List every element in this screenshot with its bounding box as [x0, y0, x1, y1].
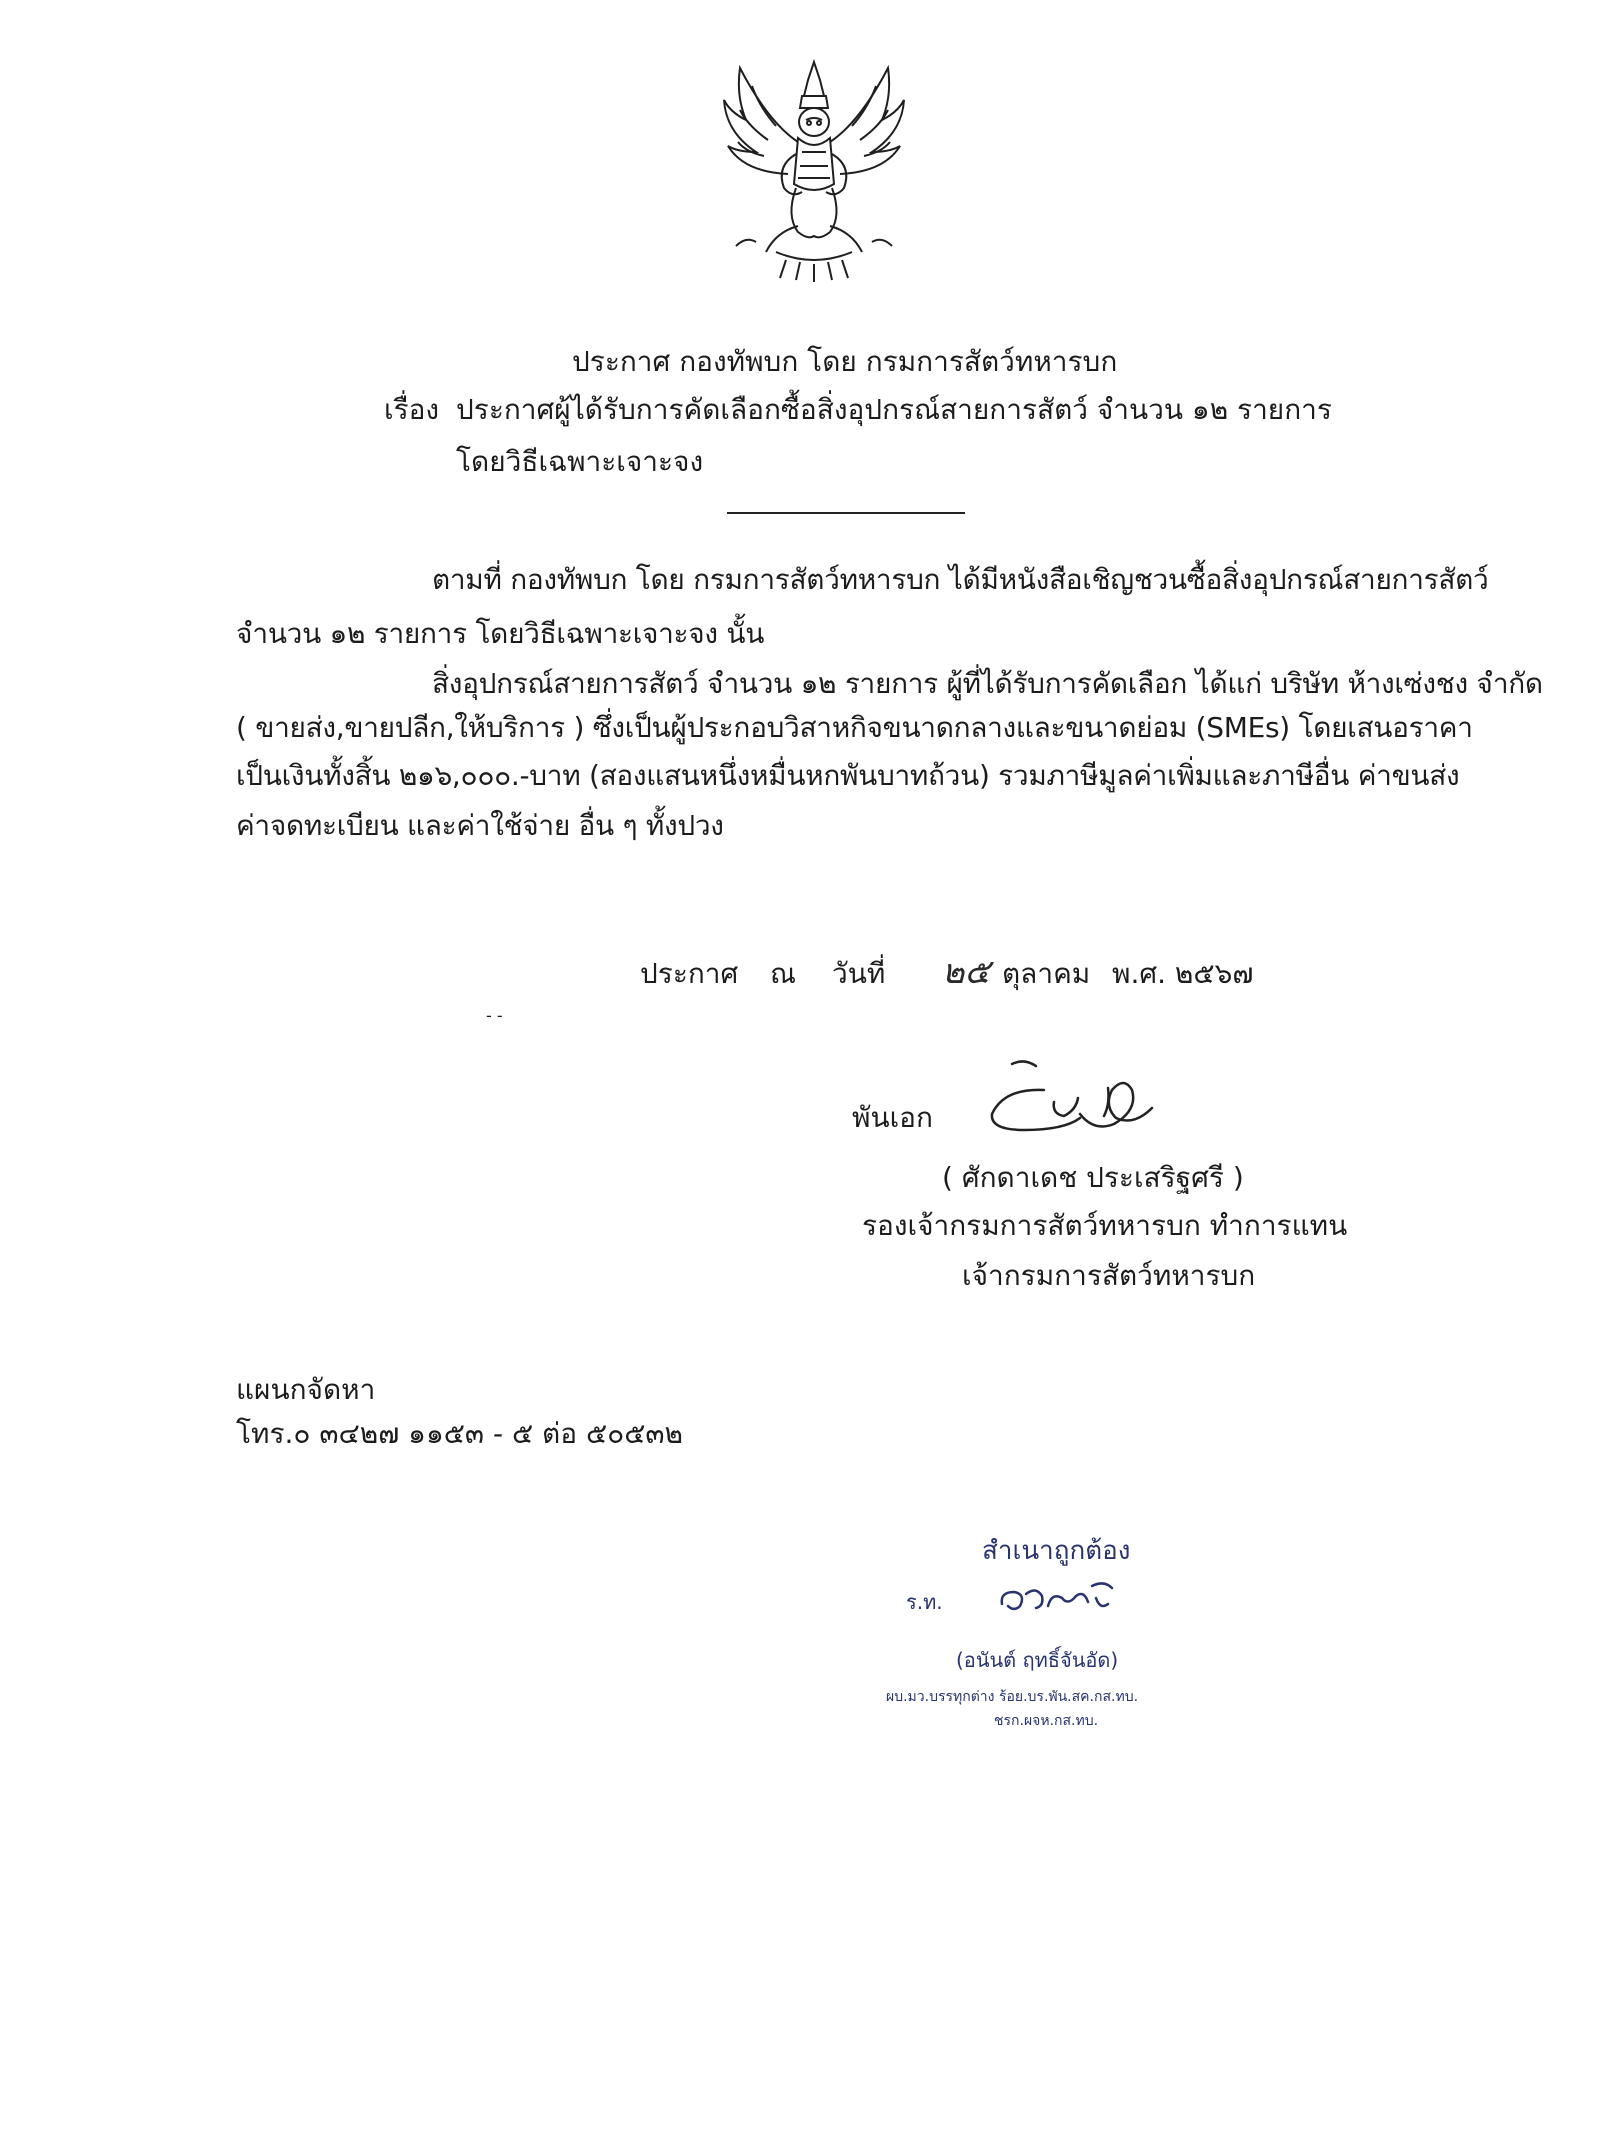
certified-copy-position-2: ชรก.ผจห.กส.ทบ. — [994, 1713, 1099, 1729]
garuda-emblem-icon — [716, 56, 912, 284]
date-year: พ.ศ. ๒๕๖๗ — [1112, 957, 1254, 990]
signatory-rank: พันเอก — [852, 1101, 933, 1134]
certified-copy-signature — [996, 1576, 1116, 1620]
subject-line-1: ประกาศผู้ได้รับการคัดเลือกซื้อสิ่งอุปกรณ์สายการสัตว์ จำนวน ๑๒ รายการ — [456, 393, 1332, 426]
paragraph-2-line-2: ( ขายส่ง,ขายปลีก,ให้บริการ ) ซึ่งเป็นผู้ประกอบวิสาหกิจขนาดกลางและขนาดย่อม (SMEs) โดยเสนอราคา — [236, 711, 1473, 744]
announcement-title: ประกาศ กองทัพบก โดย กรมการสัตว์ทหารบก — [572, 345, 1118, 378]
subject-label: เรื่อง — [384, 393, 440, 426]
paragraph-2-line-4: ค่าจดทะเบียน และค่าใช้จ่าย อื่น ๆ ทั้งปวง — [236, 809, 724, 842]
certified-copy-position-1: ผบ.มว.บรรทุกต่าง ร้อย.บร.พัน.สค.กส.ทบ. — [886, 1689, 1139, 1705]
signatory-name: ( ศักดาเดช ประเสริฐศรี ) — [942, 1161, 1244, 1194]
contact-phone: โทร.๐ ๓๔๒๗ ๑๑๕๓ - ๕ ต่อ ๕๐๕๓๒ — [236, 1417, 684, 1450]
signatory-position-2: เจ้ากรมการสัตว์ทหารบก — [962, 1259, 1256, 1292]
paragraph-1-line-2: จำนวน ๑๒ รายการ โดยวิธีเฉพาะเจาะจง นั้น — [236, 617, 765, 650]
stray-mark: - - — [486, 1006, 503, 1025]
date-day-label: วันที่ — [832, 957, 886, 990]
paragraph-2-line-1: สิ่งอุปกรณ์สายการสัตว์ จำนวน ๑๒ รายการ ผู้ที่ได้รับการคัดเลือก ได้แก่ บริษัท ห้างเซ่งชง จำกัด — [432, 667, 1543, 700]
paragraph-2-line-3: เป็นเงินทั้งสิ้น ๒๑๖,๐๐๐.-บาท (สองแสนหนึ่งหมื่นหกพันบาทถ้วน) รวมภาษีมูลค่าเพิ่มและภาษีอื่น ค่าขนส่ง — [236, 759, 1460, 792]
date-announce: ประกาศ — [640, 957, 739, 990]
subject-line-2: โดยวิธีเฉพาะเจาะจง — [456, 445, 704, 478]
certified-copy-name: (อนันต์ ฤทธิ์จันอัด) — [956, 1648, 1119, 1672]
certified-copy-heading: สำเนาถูกต้อง — [982, 1536, 1131, 1566]
date-day-handwritten: ๒๕ — [942, 952, 991, 992]
paragraph-1-line-1: ตามที่ กองทัพบก โดย กรมการสัตว์ทหารบก ได้มีหนังสือเชิญชวนซื้อสิ่งอุปกรณ์สายการสัตว์ — [432, 563, 1489, 596]
date-at: ณ — [770, 957, 796, 990]
contact-department: แผนกจัดหา — [236, 1373, 376, 1406]
signature-mark — [984, 1054, 1164, 1154]
certified-copy-rank: ร.ท. — [906, 1590, 943, 1614]
signatory-position-1: รองเจ้ากรมการสัตว์ทหารบก ทำการแทน — [862, 1209, 1348, 1242]
heading-divider — [727, 512, 965, 514]
date-month: ตุลาคม — [1002, 957, 1091, 990]
